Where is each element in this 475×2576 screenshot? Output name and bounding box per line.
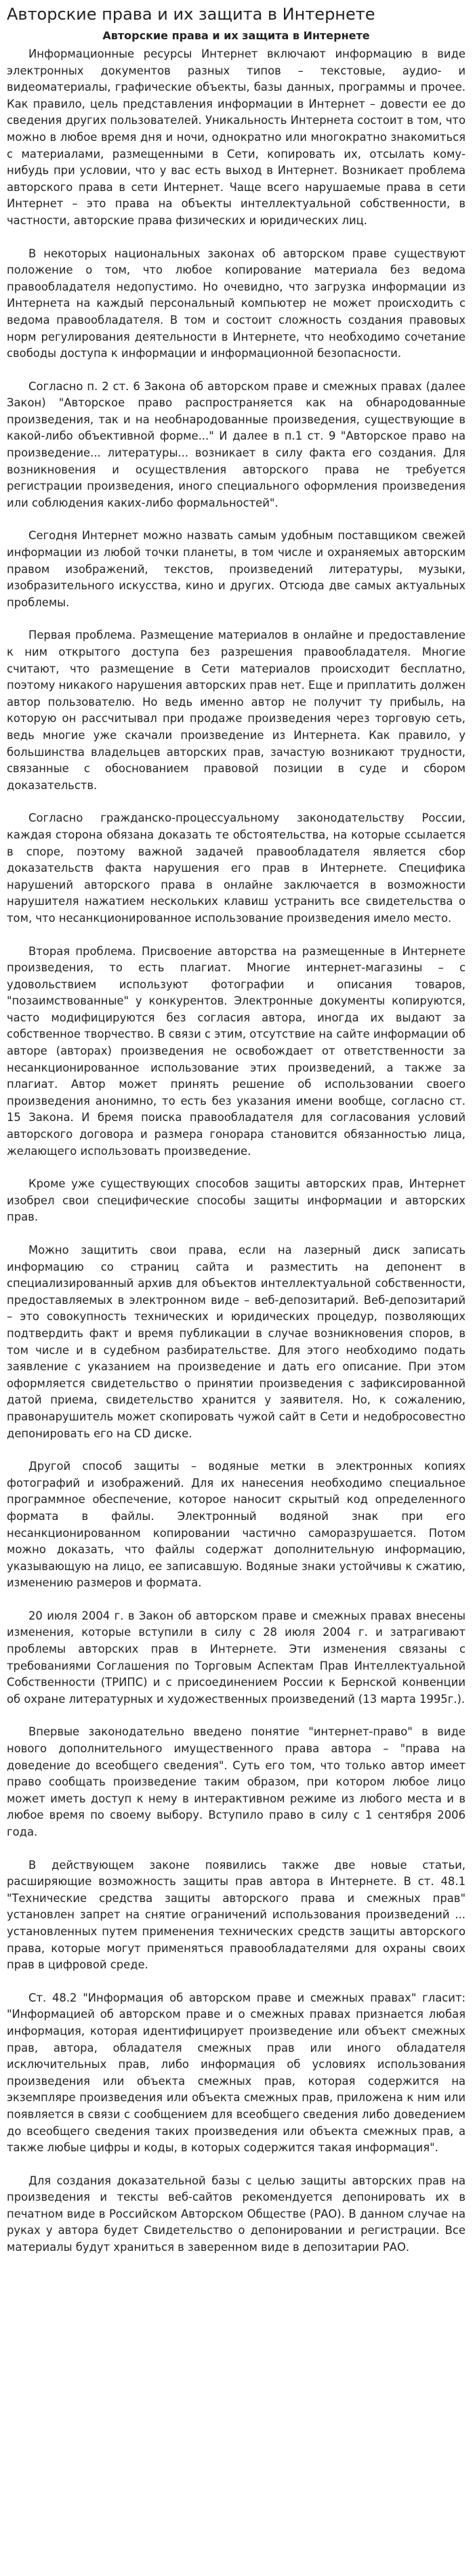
paragraph: Согласно п. 2 ст. 6 Закона об авторском праве и смежных правах (далее Закон) "Авторское право распространяется как на обнародованные произведения, так и на необнародованные произведения, существующие в какой-либо объективной форме..." И далее в п.1 ст. 9 "Авторское право на произведение... литературы... возникает в силу факта его создания. Для возникновения и осуществления авторского права не требуется регистрации произведения, иного специального оформления произведения или соблюдения каких-либо формальностей". (7, 379, 466, 509)
paragraph: Для создания доказательной базы с целью защиты авторских прав на произведения и тексты веб-сайтов рекомендуется депонировать их в печатном виде в Российском Авторском Обществе (РАО). В данном случае на руках у автора будет Свидетельство о депонировании и регистрации. Все материалы будут храниться в заверенном виде в депозитарии РАО. (7, 2174, 466, 2254)
paragraph: Согласно гражданско-процессуальному законодательству России, каждая сторона обязана доказать те обстоятельства, на которые ссылается в споре, поэтому важной задачей правообладателя является сбор доказательств факта нарушения его прав в Интернете. Специфика нарушений авторского права в онлайне заключается в возможности нарушителя нажатием нескольких клавиш устранить все свидетельства о том, что несанкционированное использование произведения имело место. (7, 811, 466, 925)
article-body (7, 46, 466, 2256)
paragraph: Впервые законодательно введено понятие "интернет-право" в виде нового дополнительного имущественного права автора – "права на доведение до всеобщего сведения". Суть его том, что только автор имеет право сообщать произведение таким образом, при котором любое лицо может иметь доступ к нему в интерактивном режиме из любого места и в любое время по своему выбору. Вступило право в силу с 1 сентября 2006 года. (7, 1725, 466, 1838)
paragraph: В действующем законе появились также две новые статьи, расширяющие возможность защиты прав автора в Интернете. В ст. 48.1 "Технические средства защиты авторского права и смежных прав" установлен запрет на снятие ограничений использования произведений ... установленных путем применения технических средств защиты авторского права, которые могут применяться правообладателями для охраны своих прав в цифровой среде. (7, 1858, 466, 1972)
article-subtitle: Авторские права и их защита в Интернете (102, 29, 370, 42)
page-title: Авторские права и их защита в Интернете (7, 5, 375, 24)
paragraph: Вторая проблема. Присвоение авторства на размещенные в Интернете произведения, то есть плагиат. Многие интернет-магазины – с удовольствием используют фотографии и описания товаров, "позаимствованные" у конкурентов. Электронные документы копируются, часто модифицируются без согласия автора, иногда их выдают за собственное творчество. В связи с этим, отсутствие на сайте информации об авторе (авторах) произведения не освобождает от ответственности за несанкционированное использование этих произведений, а также за плагиат. Автор может принять решение об использовании своего произведения анонимно, то есть без указания имени вообще, согласно ст. 15 Закона. И бремя поиска правообладателя для согласования условий авторского договора и размера гонорара становится обязанностью лица, желающего использовать произведение. (7, 944, 466, 1158)
paragraph: Другой способ защиты – водяные метки в электронных копиях фотографий и изображений. Для их нанесения необходимо специальное программное обеспечение, которое наносит скрытый код определенного формата в файлы. Электронный водяной знак при его несанкционированном копировании частично саморазрушается. Потом можно доказать, что файлы содержат дополнительную информацию, указывающую на лицо, ее записавшую. Водяные знаки устойчивы к сжатию, изменению размеров и формата. (7, 1460, 466, 1590)
paragraph: Информационные ресурсы Интернет включают информацию в виде электронных документов разных типов – текстовые, аудио- и видеоматериалы, графические объекты, базы данных, программы и прочее. Как правило, цель представления информации в Интернет – довести ее до сведения других пользователей. Уникальность Интернета состоит в том, что можно в любое время дня и ночи, однократно или многократно знакомиться с материалами, размещенными в Сети, копировать их, отсылать кому-нибудь при условии, что у вас есть выход в Интернет. Возникает проблема авторского права в сети Интернет. Чаще всего нарушаемые права в сети Интернет – это права на объекты интеллектуальной собственности, в частности, авторские права физических и юридических лиц. (7, 47, 466, 227)
paragraph: Кроме уже существующих способов защиты авторских прав, Интернет изобрел свои специфические способы защиты информации и авторских прав. (7, 1177, 466, 1224)
paragraph: Ст. 48.2 "Информация об авторском праве и смежных правах" гласит: "Информацией об авторском праве и о смежных правах признается любая информация, которая идентифицирует произведение или объект смежных прав, автора, обладателя смежных прав или иного обладателя исключительных прав, либо информация об условиях использования произведения или объекта смежных прав, которая содержится на экземпляре произведения или объекта смежных прав, приложена к ним или появляется в связи с сообщением для всеобщего сведения либо доведением до всеобщего сведения таких произведения или объекта смежных прав, а также любые цифры и коды, в которых содержится такая информация". (7, 1991, 466, 2155)
paragraph: В некоторых национальных законах об авторском праве существуют положение о том, что любое копирование материала без ведома правообладателя недопустимо. Но очевидно, что загрузка информации из Интернета на каждый персональный компьютер не может происходить с ведома правообладателя. В том и состоит сложность создания правовых норм регулирования деятельности в Интернете, что необходимо сочетание свободы доступа к информации и информационной безопасности. (7, 247, 466, 360)
paragraph: Можно защитить свои права, если на лазерный диск записать информацию со страниц сайта и разместить на депонент в специализированный архив для объектов интеллектуальной собственности, предоставляемых в электронном виде – веб-депозитарий. Веб-депозитарий – это совокупность технических и юридических процедур, позволяющих подтвердить факт и время публикации в случае возникновения споров, в том числе и в судебном разбирательстве. Для этого необходимо подать заявление с указанием на произведение и дать его описание. При этом оформляется свидетельство о принятии произведения с зафиксированной датой приема, свидетельство хранится у заявителя. Но, к сожалению, правонарушитель может скопировать чужой сайт в Сети и недобросовестно депонировать его на CD диске. (7, 1244, 466, 1440)
paragraph: 20 июля 2004 г. в Закон об авторском праве и смежных правах внесены изменения, которые вступили в силу с 28 июля 2004 г. и затрагивают проблемы авторских прав в Интернете. Эти изменения связаны с требованиями Соглашения по Торговым Аспектам Прав Интеллектуальной Собственности (ТРИПС) и с присоединением России к Бернской конвенции об охране литературных и художественных произведений (13 марта 1995г.). (7, 1609, 466, 1706)
paragraph: Сегодня Интернет можно назвать самым удобным поставщиком свежей информации из любой точки планеты, в том числе и охраняемых авторским правом изображений, текстов, произведений литературы, музыки, изобразительного искусства, кино и других. Отсюда две самых актуальных проблемы. (7, 529, 466, 609)
paragraph: Первая проблема. Размещение материалов в онлайне и предоставление к ним открытого доступа без разрешения правообладателя. Многие считают, что размещение в Сети материалов происходит бесплатно, поэтому никакого нарушения авторских прав нет. Еще и приплатить должен автор пользователю. Но ведь именно автор не получит ту прибыль, на которую он рассчитывал при продаже произведения через торговую сеть, ведь многие уже скачали произведение из Интернета. Как правило, у большинства владельцев авторских прав, зачастую возникают трудности, связанные с обоснованием правовой позиции в суде и сбором доказательств. (7, 629, 466, 792)
